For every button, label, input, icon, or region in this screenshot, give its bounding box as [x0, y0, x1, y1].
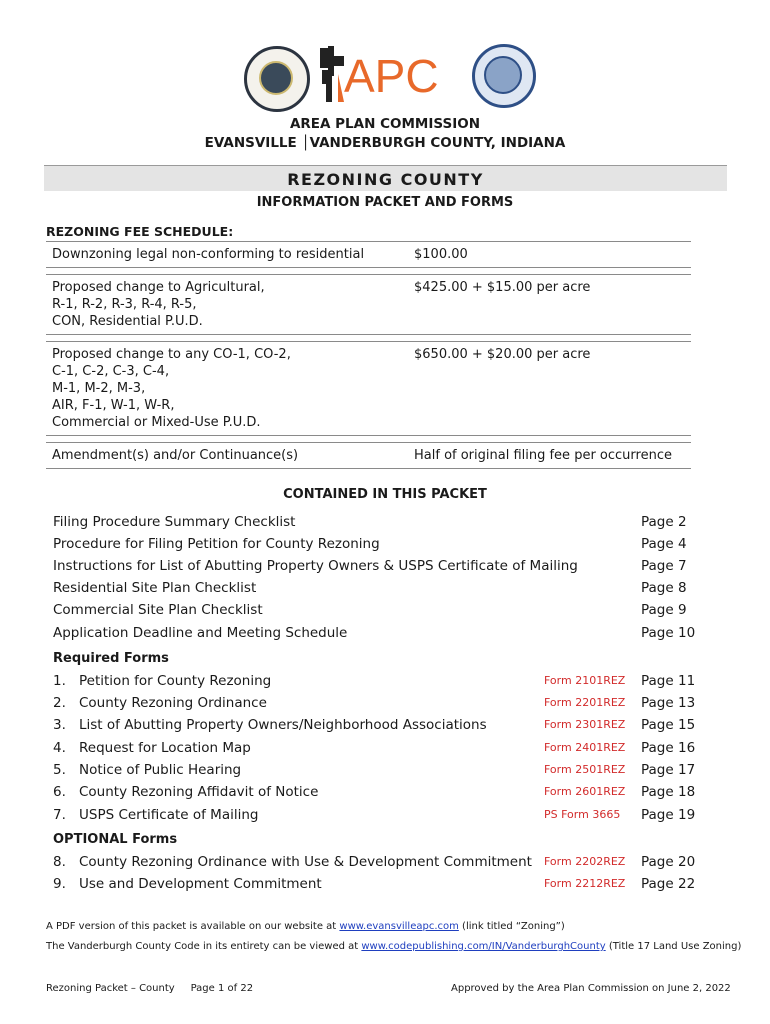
page-number: Page 22	[641, 876, 696, 892]
item-label: Instructions for List of Abutting Property Owners & USPS Certificate of Mailing	[53, 558, 578, 574]
page-title-banner: REZONING COUNTY	[44, 165, 727, 191]
org-title: AREA PLAN COMMISSION	[289, 116, 481, 132]
page-number: Page 11	[641, 673, 696, 689]
county-code-note	[46, 941, 741, 952]
item-number: 1.	[53, 673, 66, 689]
table-row	[46, 342, 691, 436]
list-item	[53, 782, 698, 802]
list-item	[53, 852, 698, 872]
page-number: Page 7	[641, 558, 687, 574]
fee-amount: Half of original filing fee per occurrence	[408, 443, 691, 469]
page-number: Page 18	[641, 784, 696, 800]
page-number: Page 20	[641, 854, 696, 870]
item-label: Procedure for Filing Petition for County Rezoning	[53, 536, 380, 552]
table-row	[46, 275, 691, 335]
form-code: Form 2301REZ	[544, 718, 626, 731]
city-of-evansville-seal-icon	[244, 46, 310, 112]
page-number: Page 15	[641, 717, 696, 733]
list-item	[53, 671, 698, 691]
form-code: Form 2601REZ	[544, 785, 626, 798]
item-number: 7.	[53, 807, 66, 823]
item-label: County Rezoning Affidavit of Notice	[79, 784, 319, 800]
item-label: Request for Location Map	[79, 740, 251, 756]
fee-description: Proposed change to Agricultural, R-1, R-2, R-3, R-4, R-5, CON, Residential P.U.D.	[46, 275, 408, 335]
table-row	[46, 242, 691, 268]
item-label: Filing Procedure Summary Checklist	[53, 514, 296, 530]
item-number: 2.	[53, 695, 66, 711]
list-item	[53, 556, 698, 576]
list-item	[53, 600, 698, 620]
item-label: USPS Certificate of Mailing	[79, 807, 259, 823]
page-number: Page 13	[641, 695, 696, 711]
item-label: County Rezoning Ordinance	[79, 695, 267, 711]
fee-amount: $425.00 + $15.00 per acre	[408, 275, 691, 335]
form-code: Form 2501REZ	[544, 763, 626, 776]
list-item	[53, 715, 698, 735]
form-code: Form 2101REZ	[544, 674, 626, 687]
item-label: Residential Site Plan Checklist	[53, 580, 257, 596]
required-forms-heading: Required Forms	[53, 651, 169, 666]
item-label: Use and Development Commitment	[79, 876, 322, 892]
form-code: Form 2201REZ	[544, 696, 626, 709]
fee-amount: $650.00 + $20.00 per acre	[408, 342, 691, 436]
page-number: Page 9	[641, 602, 687, 618]
fee-schedule-table	[46, 241, 691, 469]
item-number: 6.	[53, 784, 66, 800]
form-code: PS Form 3665	[544, 808, 621, 821]
item-label: List of Abutting Property Owners/Neighborhood Associations	[79, 717, 487, 733]
page-number: Page 17	[641, 762, 696, 778]
list-item	[53, 512, 698, 532]
list-item	[53, 760, 698, 780]
form-code: Form 2212REZ	[544, 877, 626, 890]
item-label: Application Deadline and Meeting Schedule	[53, 625, 348, 641]
note-text: (link titled “Zoning”)	[458, 921, 565, 932]
list-item	[53, 578, 698, 598]
note-text: (Title 17 Land Use Zoning)	[605, 941, 742, 952]
contents-heading: CONTAINED IN THIS PACKET	[283, 487, 487, 502]
apc-logo-text: APC	[344, 50, 439, 102]
fee-description: Amendment(s) and/or Continuance(s)	[46, 443, 408, 469]
fee-description: Downzoning legal non-conforming to residential	[46, 242, 408, 268]
website-link[interactable]: www.evansvilleapc.com	[339, 921, 459, 932]
page-number: Page 16	[641, 740, 696, 756]
list-item	[53, 805, 698, 825]
page-number: Page 10	[641, 625, 696, 641]
footer-page-info: Rezoning Packet – County Page 1 of 22	[46, 983, 254, 994]
item-number: 8.	[53, 854, 66, 870]
item-label: Petition for County Rezoning	[79, 673, 272, 689]
note-text: The Vanderburgh County Code in its entirety can be viewed at	[46, 941, 362, 952]
county-code-link[interactable]: www.codepublishing.com/IN/VanderburghCounty	[361, 941, 606, 952]
form-code: Form 2401REZ	[544, 741, 626, 754]
note-text: A PDF version of this packet is available on our website at	[46, 921, 340, 932]
item-number: 3.	[53, 717, 66, 733]
page-number: Page 19	[641, 807, 696, 823]
fee-amount: $100.00	[408, 242, 691, 268]
page-number: Page 2	[641, 514, 687, 530]
fee-schedule-heading: REZONING FEE SCHEDULE:	[46, 224, 234, 239]
item-number: 4.	[53, 740, 66, 756]
list-item	[53, 623, 698, 643]
fee-description: Proposed change to any CO-1, CO-2, C-1, C-2, C-3, C-4, M-1, M-2, M-3, AIR, F-1, W-1, W-R, Commercial or Mixed-Use P.U.D.	[46, 342, 408, 436]
item-number: 9.	[53, 876, 66, 892]
page-number: Page 8	[641, 580, 687, 596]
vanderburgh-county-seal-icon	[472, 44, 536, 108]
list-item	[53, 534, 698, 554]
item-label: Notice of Public Hearing	[79, 762, 242, 778]
table-row	[46, 443, 691, 469]
page-subtitle: INFORMATION PACKET AND FORMS	[256, 195, 514, 210]
footer-approval: Approved by the Area Plan Commission on June 2, 2022	[451, 983, 731, 994]
item-label: Commercial Site Plan Checklist	[53, 602, 263, 618]
optional-forms-heading: OPTIONAL Forms	[53, 832, 178, 847]
pdf-availability-note	[46, 921, 565, 932]
page-number: Page 4	[641, 536, 687, 552]
org-subtitle: EVANSVILLE │VANDERBURGH COUNTY, INDIANA	[204, 135, 566, 151]
header-logos	[0, 44, 770, 110]
list-item	[53, 693, 698, 713]
item-label: County Rezoning Ordinance with Use & Development Commitment	[79, 854, 532, 870]
list-item	[53, 738, 698, 758]
apc-logo	[318, 44, 452, 106]
list-item	[53, 874, 698, 894]
form-code: Form 2202REZ	[544, 855, 626, 868]
item-number: 5.	[53, 762, 66, 778]
